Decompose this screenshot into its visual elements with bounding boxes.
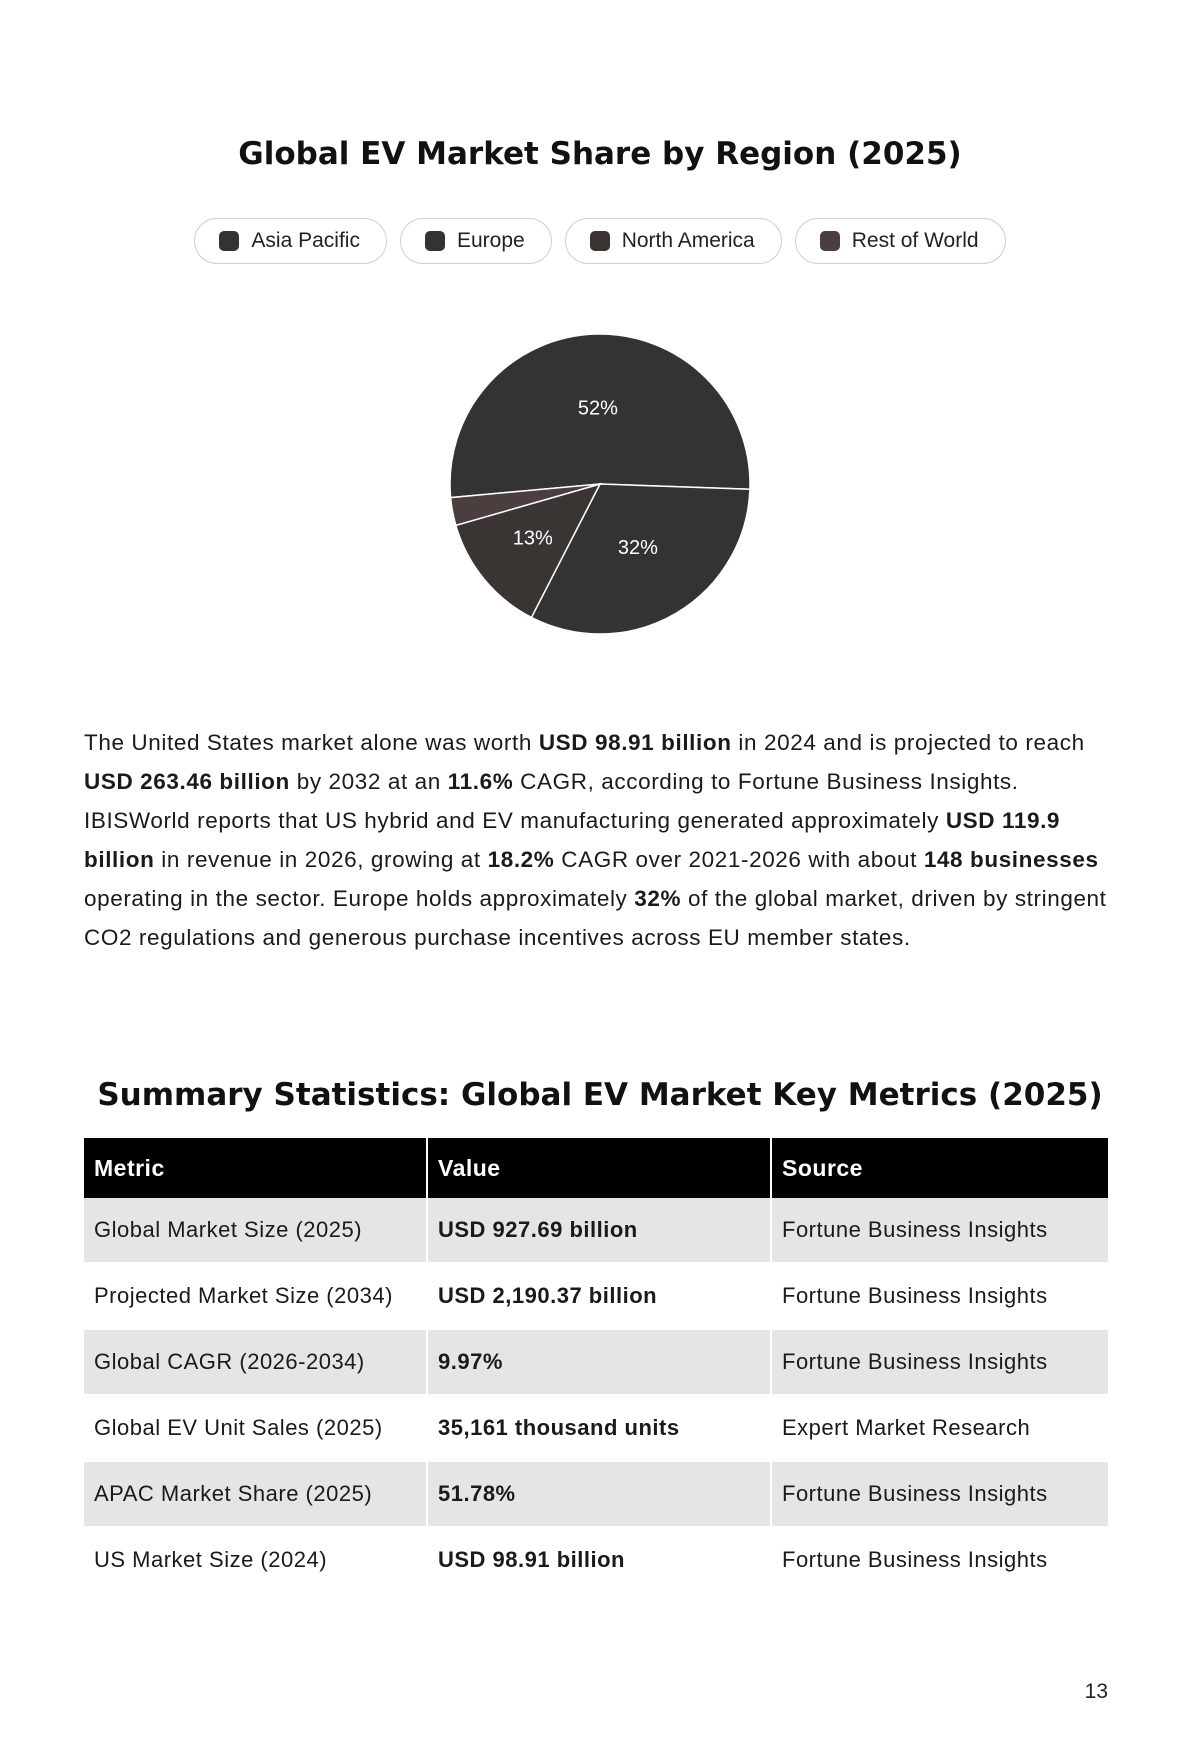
paragraph-emphasis: 148 businesses <box>923 846 1099 872</box>
paragraph-text: CAGR, according to Fortune Business Insights. IBISWorld reports that US hybrid and EV manufacturing generated approximately <box>84 768 1019 833</box>
header-source: Source <box>771 1138 1108 1198</box>
metric-cell: Projected Market Size (2034) <box>84 1263 427 1329</box>
metric-cell: Global EV Unit Sales (2025) <box>84 1395 427 1461</box>
legend-swatch <box>219 231 239 251</box>
legend-item-asia-pacific <box>194 218 387 264</box>
paragraph-text: by 2032 at an <box>289 768 448 794</box>
pie-data-label: 32% <box>617 536 658 559</box>
value-cell: 9.97% <box>427 1329 771 1395</box>
legend-item-europe <box>400 218 552 264</box>
value-cell: USD 98.91 billion <box>427 1527 771 1593</box>
metric-cell: Global CAGR (2026-2034) <box>84 1329 427 1395</box>
pie-data-label: 13% <box>512 527 553 550</box>
value-cell: 35,161 thousand units <box>427 1395 771 1461</box>
paragraph-emphasis: USD 119.9 billion <box>84 807 1061 872</box>
pie-data-label: 52% <box>577 397 618 420</box>
table-title: Summary Statistics: Global EV Market Key Metrics (2025) <box>97 1077 1103 1113</box>
legend-item-rest-of-world <box>795 218 1006 264</box>
paragraph-emphasis: USD 98.91 billion <box>538 729 732 755</box>
value-cell: USD 2,190.37 billion <box>427 1263 771 1329</box>
table-row <box>84 1198 1108 1263</box>
source-cell: Fortune Business Insights <box>771 1329 1108 1395</box>
paragraph-text: in revenue in 2026, growing at <box>154 846 488 872</box>
paragraph-emphasis: 18.2% <box>487 846 555 872</box>
legend-label: Rest of World <box>851 229 979 252</box>
value-cell: USD 927.69 billion <box>427 1198 771 1263</box>
metric-cell: Global Market Size (2025) <box>84 1198 427 1263</box>
paragraph-text: in 2024 and is projected to reach <box>731 729 1085 755</box>
header-value: Value <box>427 1138 771 1198</box>
table-header-row <box>84 1138 1108 1198</box>
body-paragraph <box>84 723 1114 957</box>
chart-title: Global EV Market Share by Region (2025) <box>238 136 962 172</box>
source-cell: Fortune Business Insights <box>771 1527 1108 1593</box>
legend-swatch <box>820 231 840 251</box>
legend-label: Europe <box>456 229 525 252</box>
table-row <box>84 1329 1108 1395</box>
value-cell: 51.78% <box>427 1461 771 1527</box>
source-cell: Fortune Business Insights <box>771 1263 1108 1329</box>
source-cell: Expert Market Research <box>771 1395 1108 1461</box>
paragraph-emphasis: 32% <box>634 885 682 911</box>
legend-item-north-america <box>565 218 782 264</box>
metric-cell: APAC Market Share (2025) <box>84 1461 427 1527</box>
pie-chart <box>440 324 760 644</box>
legend-label: North America <box>621 229 755 252</box>
paragraph-emphasis: 11.6% <box>447 768 514 794</box>
table-row <box>84 1395 1108 1461</box>
paragraph-emphasis: USD 263.46 billion <box>84 768 290 794</box>
chart-legend <box>0 218 1200 264</box>
page-number: 13 <box>1084 1680 1108 1703</box>
source-cell: Fortune Business Insights <box>771 1461 1108 1527</box>
paragraph-text: operating in the sector. Europe holds approximately <box>84 885 635 911</box>
legend-swatch <box>425 231 445 251</box>
pie-chart-svg <box>440 324 760 644</box>
table-row <box>84 1461 1108 1527</box>
paragraph-text: of the global market, driven by stringent CO2 regulations and generous purchase incentives across EU member states. <box>84 885 1107 950</box>
paragraph-text: The United States market alone was worth <box>84 729 539 755</box>
summary-table <box>84 1138 1108 1594</box>
header-metric: Metric <box>84 1138 427 1198</box>
metric-cell: US Market Size (2024) <box>84 1527 427 1593</box>
paragraph-text: CAGR over 2021-2026 with about <box>554 846 924 872</box>
legend-swatch <box>590 231 610 251</box>
legend-label: Asia Pacific <box>251 229 360 252</box>
table-row <box>84 1527 1108 1593</box>
table-row <box>84 1263 1108 1329</box>
source-cell: Fortune Business Insights <box>771 1198 1108 1263</box>
